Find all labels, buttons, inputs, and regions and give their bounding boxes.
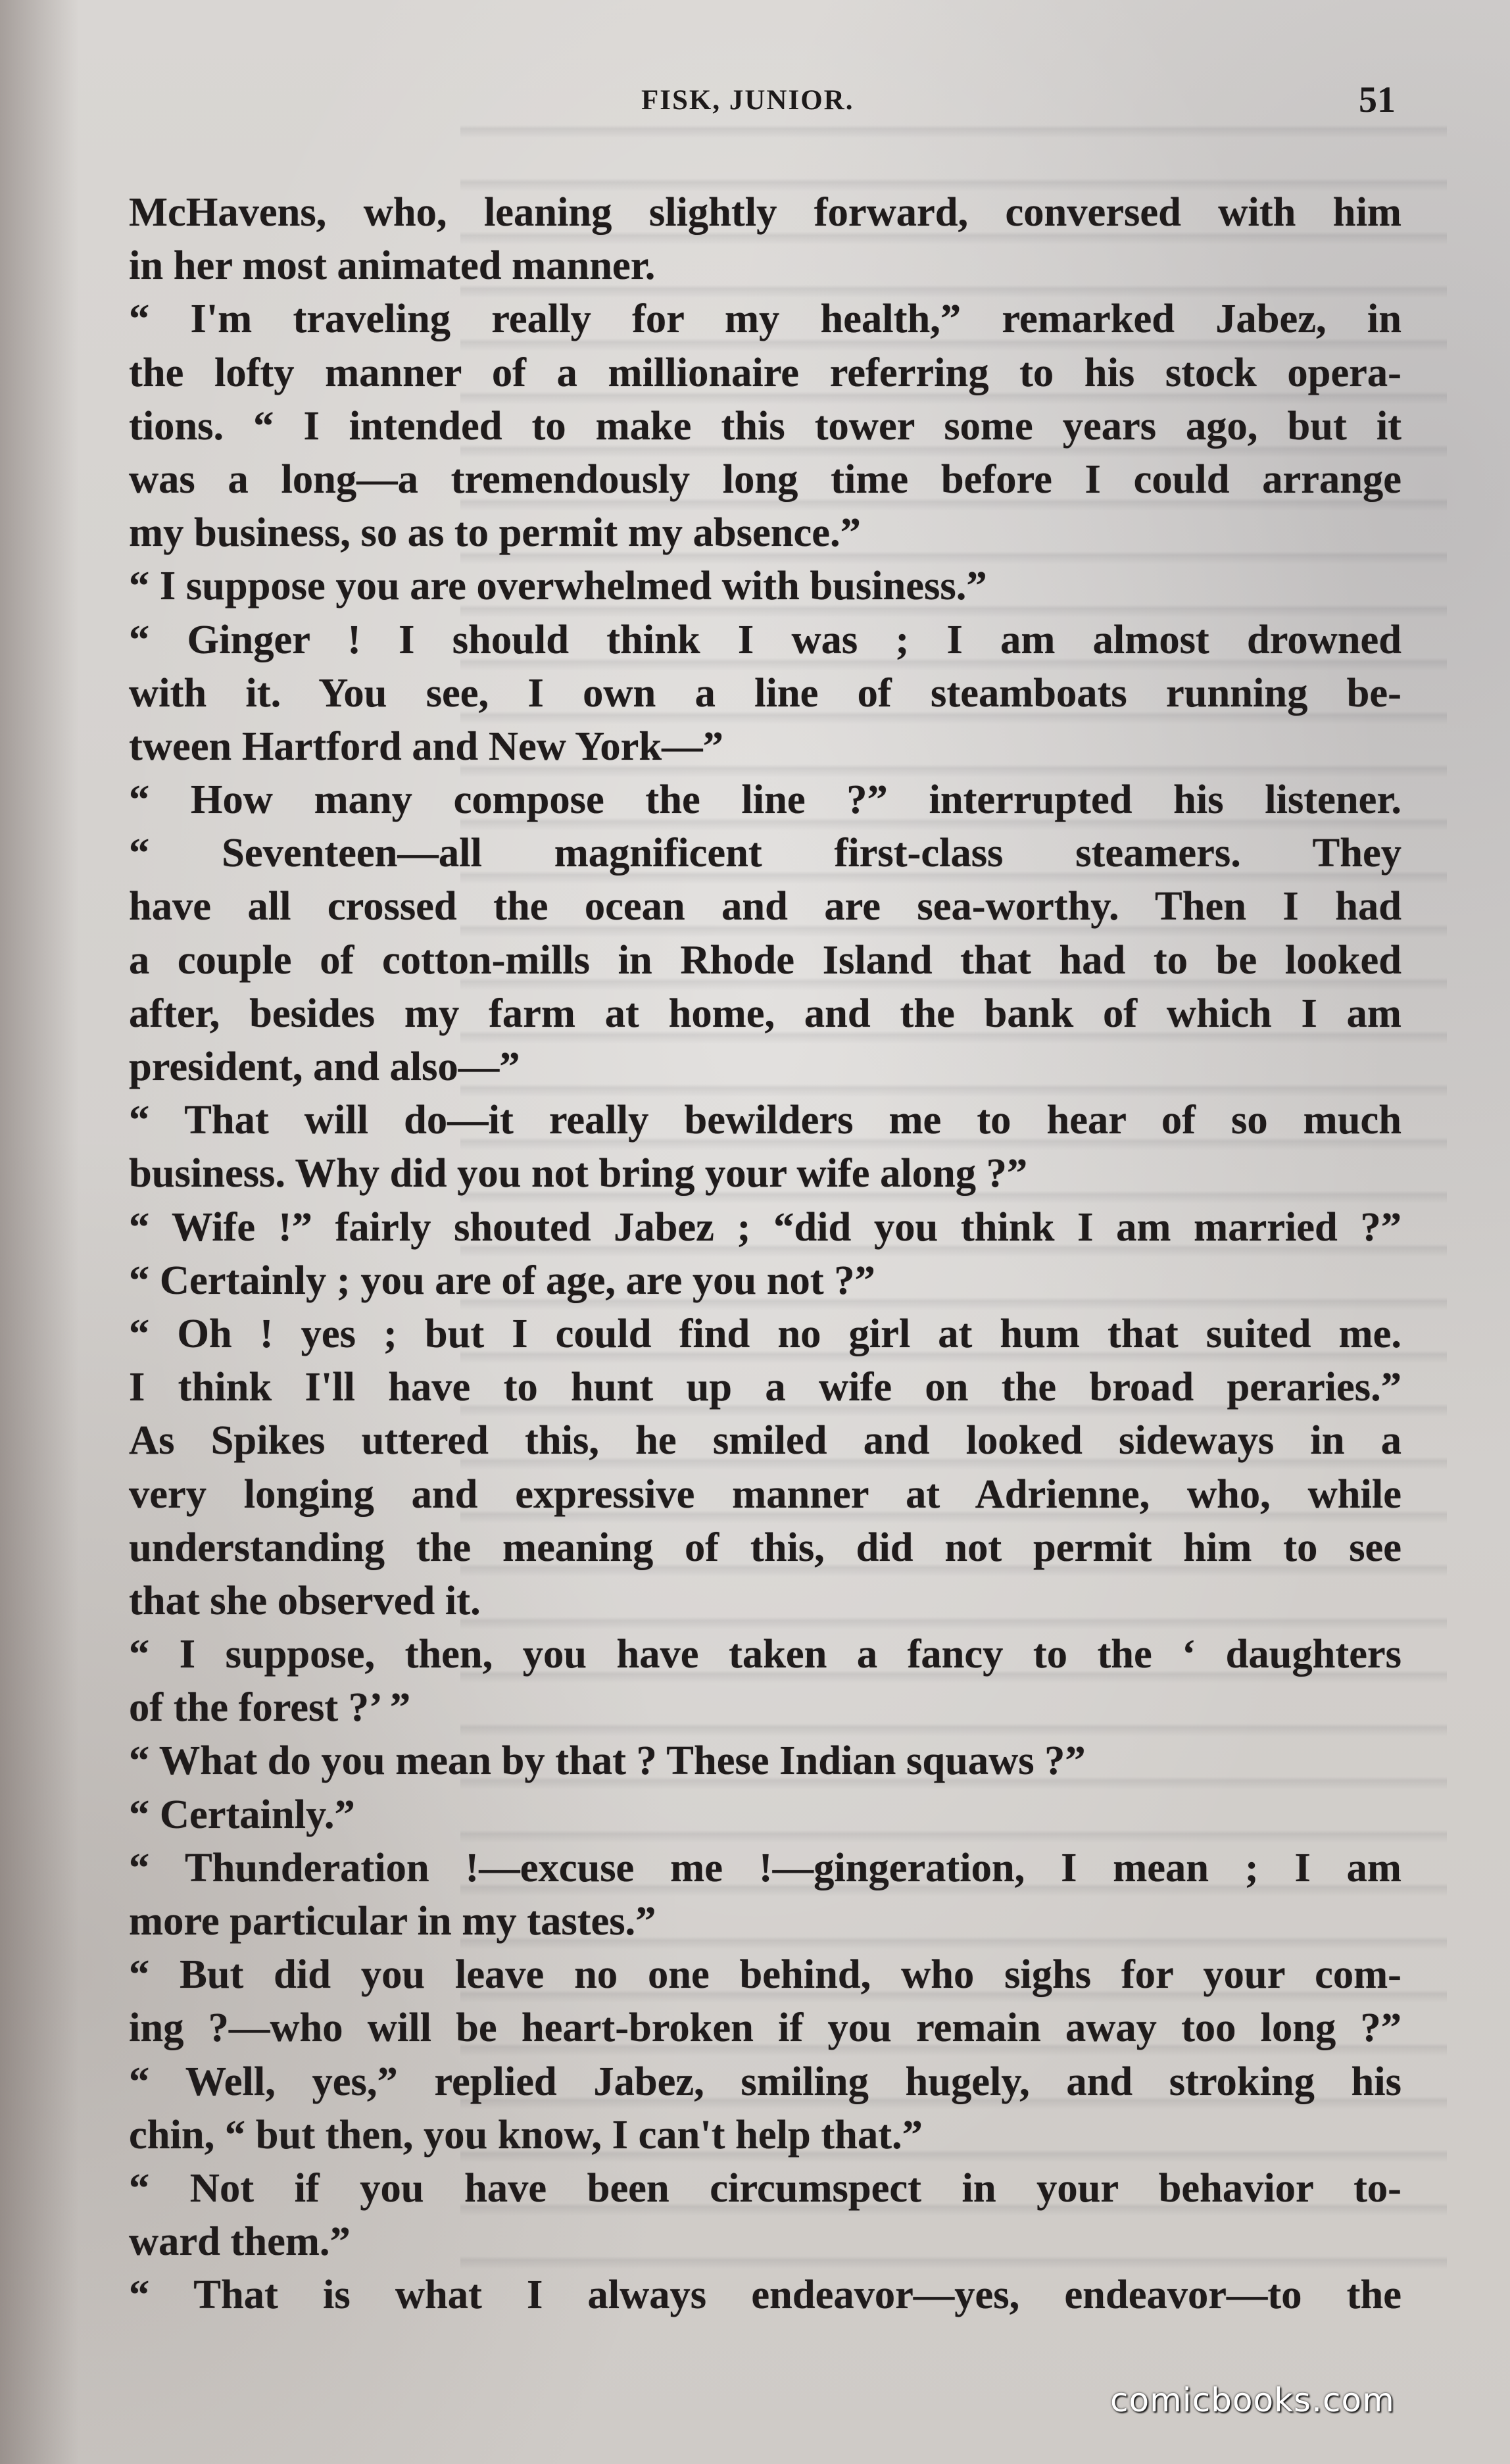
text-line: my business, so as to permit my absence.” xyxy=(129,509,861,556)
text-line: ward them.” xyxy=(129,2218,351,2265)
page-number: 51 xyxy=(1359,80,1396,120)
text-line: tween Hartford and New York—” xyxy=(129,722,723,769)
running-header xyxy=(0,80,1510,137)
text-line: “ What do you mean by that ? These Indian squaws ?” xyxy=(129,1737,1086,1784)
text-line: “ Well, yes,” replied Jabez, smiling hugely, and stroking his xyxy=(129,2057,1401,2104)
text-line: have all crossed the ocean and are sea-worthy. Then I had xyxy=(129,883,1401,929)
text-line: president, and also—” xyxy=(129,1043,520,1089)
text-line: that she observed it. xyxy=(129,1577,481,1623)
text-line: a couple of cotton-mills in Rhode Island that had to be looked xyxy=(129,936,1401,983)
text-line: As Spikes uttered this, he smiled and looked sideways in a xyxy=(129,1417,1401,1464)
text-line: more particular in my tastes.” xyxy=(129,1898,656,1944)
text-line: “ Certainly.” xyxy=(129,1790,355,1837)
text-line: tions. “ I intended to make this tower some years ago, but it xyxy=(129,402,1401,449)
text-line: “ Seventeen—all magnificent first-class steamers. They xyxy=(129,829,1401,876)
text-line: “ I suppose, then, you have taken a fancy to the ‘ daughters xyxy=(129,1631,1401,1677)
text-line: of the forest ?’ ” xyxy=(129,1684,411,1731)
text-line: very longing and expressive manner at Adrienne, who, while xyxy=(129,1470,1401,1517)
text-line: I think I'll have to hunt up a wife on the broad peraries.” xyxy=(129,1364,1401,1410)
text-line: “ Wife !” fairly shouted Jabez ; “did you think I am married ?” xyxy=(129,1203,1401,1250)
text-line: ing ?—who will be heart-broken if you remain away too long ?” xyxy=(129,2004,1401,2051)
text-line: “ Ginger ! I should think I was ; I am almost drowned xyxy=(129,616,1401,662)
text-line: with it. You see, I own a line of steamboats running be- xyxy=(129,669,1401,716)
text-line: McHavens, who, leaning slightly forward, conversed with him xyxy=(129,189,1401,235)
text-line: “ Not if you have been circumspect in your behavior to- xyxy=(129,2164,1401,2211)
text-line: business. Why did you not bring your wife along ?” xyxy=(129,1150,1028,1196)
site-watermark: comicbooks.com xyxy=(1110,2381,1395,2419)
text-line: “ I suppose you are overwhelmed with business.” xyxy=(129,562,987,609)
text-line: “ How many compose the line ?” interrupted his listener. xyxy=(129,776,1401,823)
text-line: was a long—a tremendously long time before I could arrange xyxy=(129,455,1401,502)
text-line: understanding the meaning of this, did not permit him to see xyxy=(129,1523,1401,1570)
text-line: “ Thunderation !—excuse me !—gingeration, I mean ; I am xyxy=(129,1844,1401,1890)
text-line: “ I'm traveling really for my health,” remarked Jabez, in xyxy=(129,295,1401,342)
text-line: chin, “ but then, you know, I can't help that.” xyxy=(129,2111,923,2157)
text-line: “ Certainly ; you are of age, are you not ?” xyxy=(129,1256,875,1303)
text-line: “ That is what I always endeavor—yes, endeavor—to the xyxy=(129,2271,1401,2318)
running-title: FISK, JUNIOR. xyxy=(641,85,854,116)
body-text xyxy=(129,185,1401,2322)
text-line: after, besides my farm at home, and the bank of which I am xyxy=(129,989,1401,1036)
text-line: the lofty manner of a millionaire referring to his stock opera- xyxy=(129,349,1401,395)
text-line: in her most animated manner. xyxy=(129,242,656,289)
text-line: “ That will do—it really bewilders me to hear of so much xyxy=(129,1096,1401,1143)
text-line: “ But did you leave no one behind, who sighs for your com- xyxy=(129,1951,1401,1998)
spine-shadow xyxy=(0,0,79,2464)
text-line: “ Oh ! yes ; but I could find no girl at hum that suited me. xyxy=(129,1310,1401,1356)
